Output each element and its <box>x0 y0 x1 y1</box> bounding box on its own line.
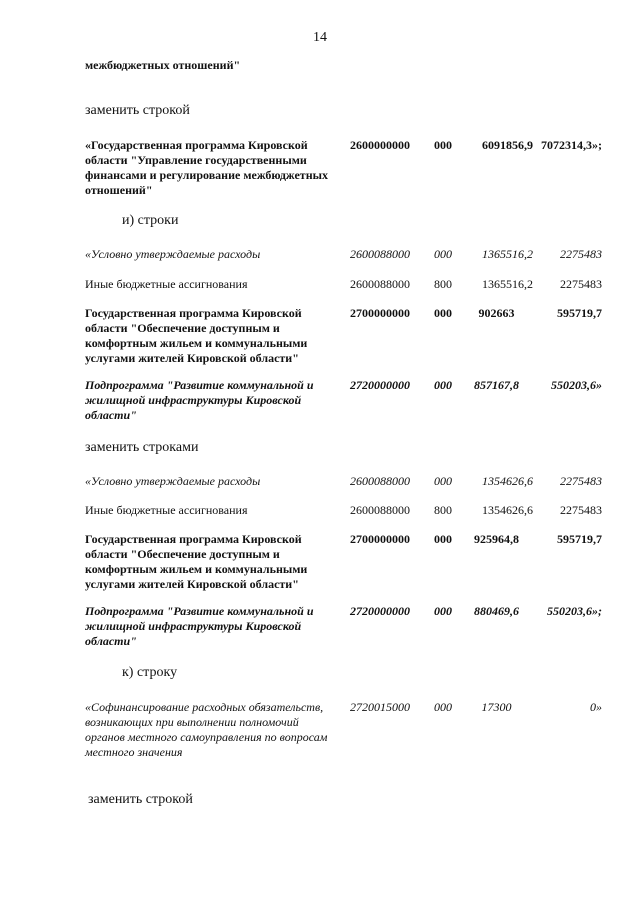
row-value-2: 7072314,3»; <box>541 138 602 152</box>
row-name: «Государственная программа Кировской области "Управление государственными финансами и регулирование межбюджетных отношений" <box>85 138 328 197</box>
row-name: Государственная программа Кировской области "Обеспечение доступным и комфортным жильем и коммунальными услугами жителей Кировской области" <box>85 306 308 365</box>
row-vr: 000 <box>434 532 452 546</box>
row-code: 2600000000 <box>350 138 410 152</box>
page-number: 14 <box>313 30 327 45</box>
row-code: 2600088000 <box>350 503 410 517</box>
row-value-1: 1365516,2 <box>482 277 533 291</box>
row-code: 2600088000 <box>350 474 410 488</box>
instruction-replace-row: заменить строкой <box>85 103 190 118</box>
row-name: Подпрограмма "Развитие коммунальной и жилищной инфраструктуры Кировской области" <box>85 378 314 422</box>
row-name: Государственная программа Кировской области "Обеспечение доступным и комфортным жильем и коммунальными услугами жителей Кировской области" <box>85 532 308 591</box>
instruction-replace-row-final: заменить строкой <box>88 792 193 807</box>
row-value-2: 2275483 <box>560 277 602 291</box>
row-value-2: 595719,7 <box>557 532 602 546</box>
row-name: Иные бюджетные ассигнования <box>85 277 248 291</box>
row-name: Иные бюджетные ассигнования <box>85 503 248 517</box>
section-label-i: и) строки <box>122 213 179 228</box>
row-value-2: 2275483 <box>560 474 602 488</box>
row-value-1: 17300 <box>481 700 512 714</box>
row-code: 2600088000 <box>350 247 410 261</box>
row-value-2: 550203,6»; <box>547 604 602 618</box>
row-value-2: 595719,7 <box>557 306 602 320</box>
row-vr: 000 <box>434 604 452 618</box>
row-value-1: 857167,8 <box>474 378 519 392</box>
row-vr: 000 <box>434 474 452 488</box>
row-code: 2720015000 <box>350 700 410 714</box>
row-vr: 000 <box>434 247 452 261</box>
row-vr: 000 <box>434 378 452 392</box>
row-value-2: 0» <box>590 700 602 714</box>
row-value-1: 1365516,2 <box>482 247 533 261</box>
row-value-1: 880469,6 <box>474 604 519 618</box>
row-name: «Софинансирование расходных обязательств, возникающих при выполнении полномочий органов местного самоуправления по вопросам местного значения <box>85 700 328 759</box>
row-value-1: 902663 <box>478 306 515 320</box>
instruction-replace-rows: заменить строками <box>85 440 199 455</box>
row-vr: 800 <box>434 277 452 291</box>
row-value-1: 1354626,6 <box>482 503 533 517</box>
row-value-1: 6091856,9 <box>482 138 533 152</box>
row-value-2: 2275483 <box>560 503 602 517</box>
row-code: 2700000000 <box>350 306 410 320</box>
row-code: 2600088000 <box>350 277 410 291</box>
row-value-2: 2275483 <box>560 247 602 261</box>
row-code: 2720000000 <box>350 378 410 392</box>
row-vr: 000 <box>434 306 452 320</box>
section-label-k: к) строку <box>122 665 178 680</box>
row-name: Подпрограмма "Развитие коммунальной и жилищной инфраструктуры Кировской области" <box>85 604 314 648</box>
row-vr: 000 <box>434 700 452 714</box>
row-name: «Условно утверждаемые расходы <box>85 474 261 488</box>
row-vr: 800 <box>434 503 452 517</box>
row-value-1: 1354626,6 <box>482 474 533 488</box>
row-name: «Условно утверждаемые расходы <box>85 247 261 261</box>
row-value-2: 550203,6» <box>551 378 602 392</box>
row-code: 2720000000 <box>350 604 410 618</box>
row-code: 2700000000 <box>350 532 410 546</box>
continuation-text: межбюджетных отношений" <box>85 58 241 72</box>
row-vr: 000 <box>434 138 452 152</box>
row-value-1: 925964,8 <box>474 532 519 546</box>
